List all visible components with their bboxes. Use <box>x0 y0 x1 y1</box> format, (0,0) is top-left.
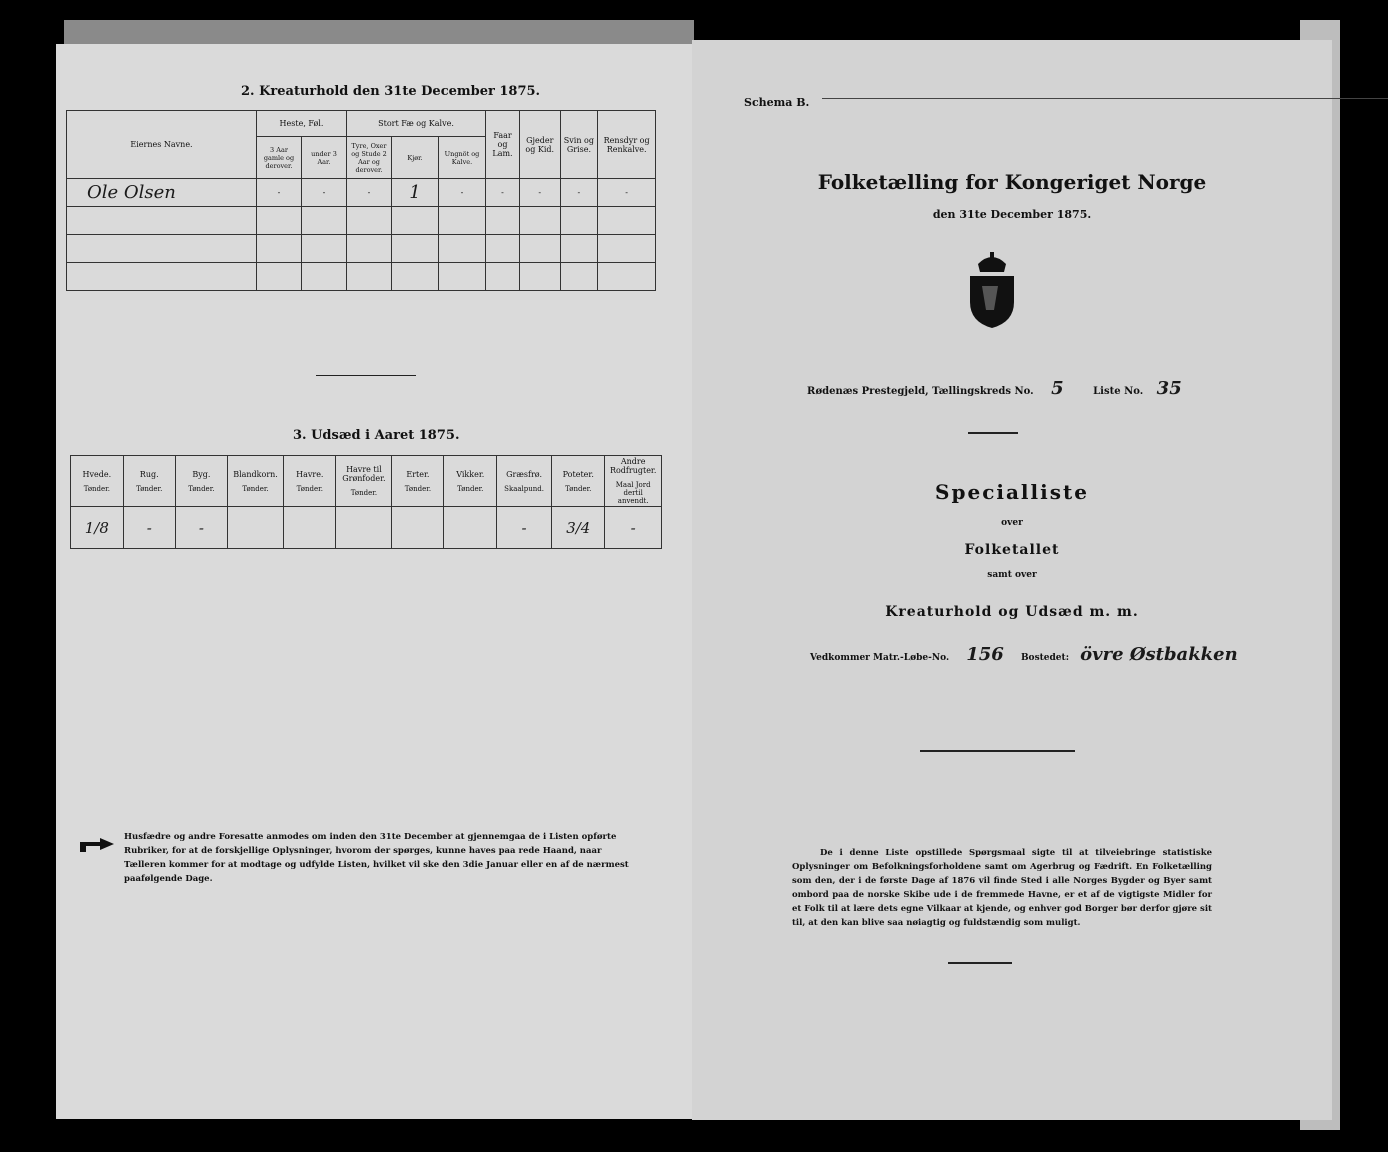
samt-over-text: samt over <box>987 570 1037 580</box>
district-number: 5 <box>1051 378 1064 399</box>
seed-header-name: Byg. <box>192 469 211 479</box>
seed-header-unit: Tønder. <box>136 484 163 493</box>
horses-under3-header: under 3 Aar. <box>302 137 347 179</box>
seed-header <box>605 456 662 507</box>
pigs-header: Svin og Grise. <box>560 111 598 179</box>
sheep-cell: - <box>486 179 520 207</box>
divider <box>316 375 416 376</box>
seed-header-name: Havre. <box>296 469 324 479</box>
table-row <box>67 179 656 207</box>
divider <box>948 962 1012 964</box>
pointing-hand-icon <box>78 834 118 856</box>
cows-header: Kjør. <box>392 137 439 179</box>
pigs-cell: - <box>560 179 598 207</box>
seed-header <box>444 456 497 507</box>
seed-header-name: Vikker. <box>456 469 485 479</box>
horses-under3-cell: - <box>302 179 347 207</box>
parish-line <box>807 378 1182 399</box>
goats-header: Gjeder og Kid. <box>520 111 561 179</box>
seed-header <box>392 456 444 507</box>
sheep-header: Faar og Lam. <box>486 111 520 179</box>
seed-header <box>497 456 552 507</box>
seed-header <box>284 456 336 507</box>
seed-header <box>71 456 124 507</box>
seed-header-unit: Tønder. <box>296 484 323 493</box>
left-page <box>56 44 694 1119</box>
seed-header-unit: Maal Jord dertil anvendt. <box>615 481 651 505</box>
cows-cell: 1 <box>392 179 439 207</box>
owner-header: Eiernes Navne. <box>67 111 257 179</box>
seed-header-name: Hvede. <box>82 469 112 479</box>
seed-header-name: Havre til Grønfoder. <box>342 465 386 483</box>
seed-value-cell: - <box>175 507 227 549</box>
seed-value-cell: 1/8 <box>71 507 124 549</box>
matr-label: Vedkommer Matr.-Løbe-No. <box>810 653 950 663</box>
horses-3yr-cell: - <box>257 179 302 207</box>
seed-header-name: Andre Rodfrugter. <box>609 457 657 475</box>
divider <box>968 432 1018 434</box>
intro-paragraph: De i denne Liste opstillede Spørgsmaal sigte til at tilveiebringe statistiske Oplysninger om Befolkningsforholdene samt om Agerbrug og Fædrift. En Folketælling som den, der i de første Dage af 1876 vil finde Sted i alle Norges Bygder og Byer samt ombord paa de norske Skibe ude i de fremmede Havne, er et af de vigtigste Midler for et Folk til at lære dets egne Vilkaar at kjende, og enhver god Borger bør derfor gjøre sit til, at den kan blive saa nøiagtig og fuldstændig som muligt. <box>792 848 1212 928</box>
reindeer-cell: - <box>598 179 656 207</box>
seed-header-unit: Tønder. <box>242 484 269 493</box>
footnote: Husfædre og andre Foresatte anmodes om inden den 31te December at gjennemgaa de i Listen opførte Rubriker, for at de forskjellige Oplysninger, hvorom der spørges, kunne haves paa rede Haand, naar Tælleren kommer for at modtage og udfylde Listen, hvilket vil ske den 3die Januar eller en af de nærmest paafølgende Dage. <box>124 832 629 884</box>
divider <box>920 750 1075 752</box>
table-row <box>67 263 656 291</box>
seed-header <box>336 456 392 507</box>
seed-header-unit: Tønder. <box>188 484 215 493</box>
seed-value-cell <box>392 507 444 549</box>
table-row <box>67 235 656 263</box>
parish-label: Rødenæs Prestegjeld, Tællingskreds No. <box>807 386 1034 397</box>
seed-value-cell <box>227 507 283 549</box>
seed-table <box>70 455 662 549</box>
seed-value-cell: 3/4 <box>552 507 605 549</box>
seed-header <box>227 456 283 507</box>
matr-line <box>810 644 1238 665</box>
schema-label: Schema B. <box>744 96 810 109</box>
young-cell: - <box>439 179 486 207</box>
seed-value-cell: - <box>605 507 662 549</box>
young-header: Ungnöt og Kalve. <box>439 137 486 179</box>
matr-number: 156 <box>966 644 1004 665</box>
norway-coat-of-arms-icon <box>964 250 1020 330</box>
reindeer-header: Rensdyr og Renkalve. <box>598 111 656 179</box>
specialliste-heading: Specialliste <box>935 480 1089 504</box>
goats-cell: - <box>520 179 561 207</box>
folketallet-text: Folketallet <box>964 542 1060 558</box>
right-page <box>692 40 1332 1120</box>
seed-header-unit: Skaalpund. <box>504 484 544 493</box>
section2-title: 2. Kreaturhold den 31te December 1875. <box>241 84 541 99</box>
table-row <box>67 207 656 235</box>
seed-value-cell: - <box>497 507 552 549</box>
seed-header-name: Blandkorn. <box>233 469 278 479</box>
bulls-header: Tyre, Oxer og Stude 2 Aar og derover. <box>347 137 392 179</box>
census-date: den 31te December 1875. <box>932 208 1092 221</box>
seed-header <box>552 456 605 507</box>
kreaturhold-text: Kreaturhold og Udsæd m. m. <box>885 604 1139 620</box>
seed-value-cell <box>336 507 392 549</box>
livestock-table <box>66 110 656 291</box>
seed-value-cell: - <box>123 507 175 549</box>
seed-header-name: Græsfrø. <box>506 469 542 479</box>
list-number: 35 <box>1156 378 1182 399</box>
owner-cell: Ole Olsen <box>67 179 257 207</box>
seed-header-name: Rug. <box>139 469 159 479</box>
seed-header-unit: Tønder. <box>404 484 432 493</box>
cattle-group-header: Stort Fæ og Kalve. <box>347 111 486 137</box>
seed-header-unit: Tønder. <box>457 484 484 493</box>
over-text: over <box>1001 518 1023 528</box>
horses-group-header: Heste, Føl. <box>257 111 347 137</box>
top-rule <box>822 98 1388 99</box>
seed-value-cell <box>284 507 336 549</box>
main-title: Folketælling for Kongeriget Norge <box>817 170 1207 194</box>
bosted-value: övre Østbakken <box>1080 644 1238 665</box>
horses-3yr-header: 3 Aar gamle og derover. <box>257 137 302 179</box>
seed-header <box>175 456 227 507</box>
seed-value-cell <box>444 507 497 549</box>
section3-title: 3. Udsæd i Aaret 1875. <box>293 428 460 443</box>
list-label: Liste No. <box>1093 386 1144 397</box>
seed-header-unit: Tønder. <box>83 484 110 493</box>
seed-header-unit: Tønder. <box>350 489 378 497</box>
bosted-label: Bostedet: <box>1020 653 1070 663</box>
seed-header <box>123 456 175 507</box>
seed-header-unit: Tønder. <box>565 484 592 493</box>
seed-header-name: Poteter. <box>562 469 594 479</box>
seed-header-name: Erter. <box>406 469 430 479</box>
bulls-cell: - <box>347 179 392 207</box>
